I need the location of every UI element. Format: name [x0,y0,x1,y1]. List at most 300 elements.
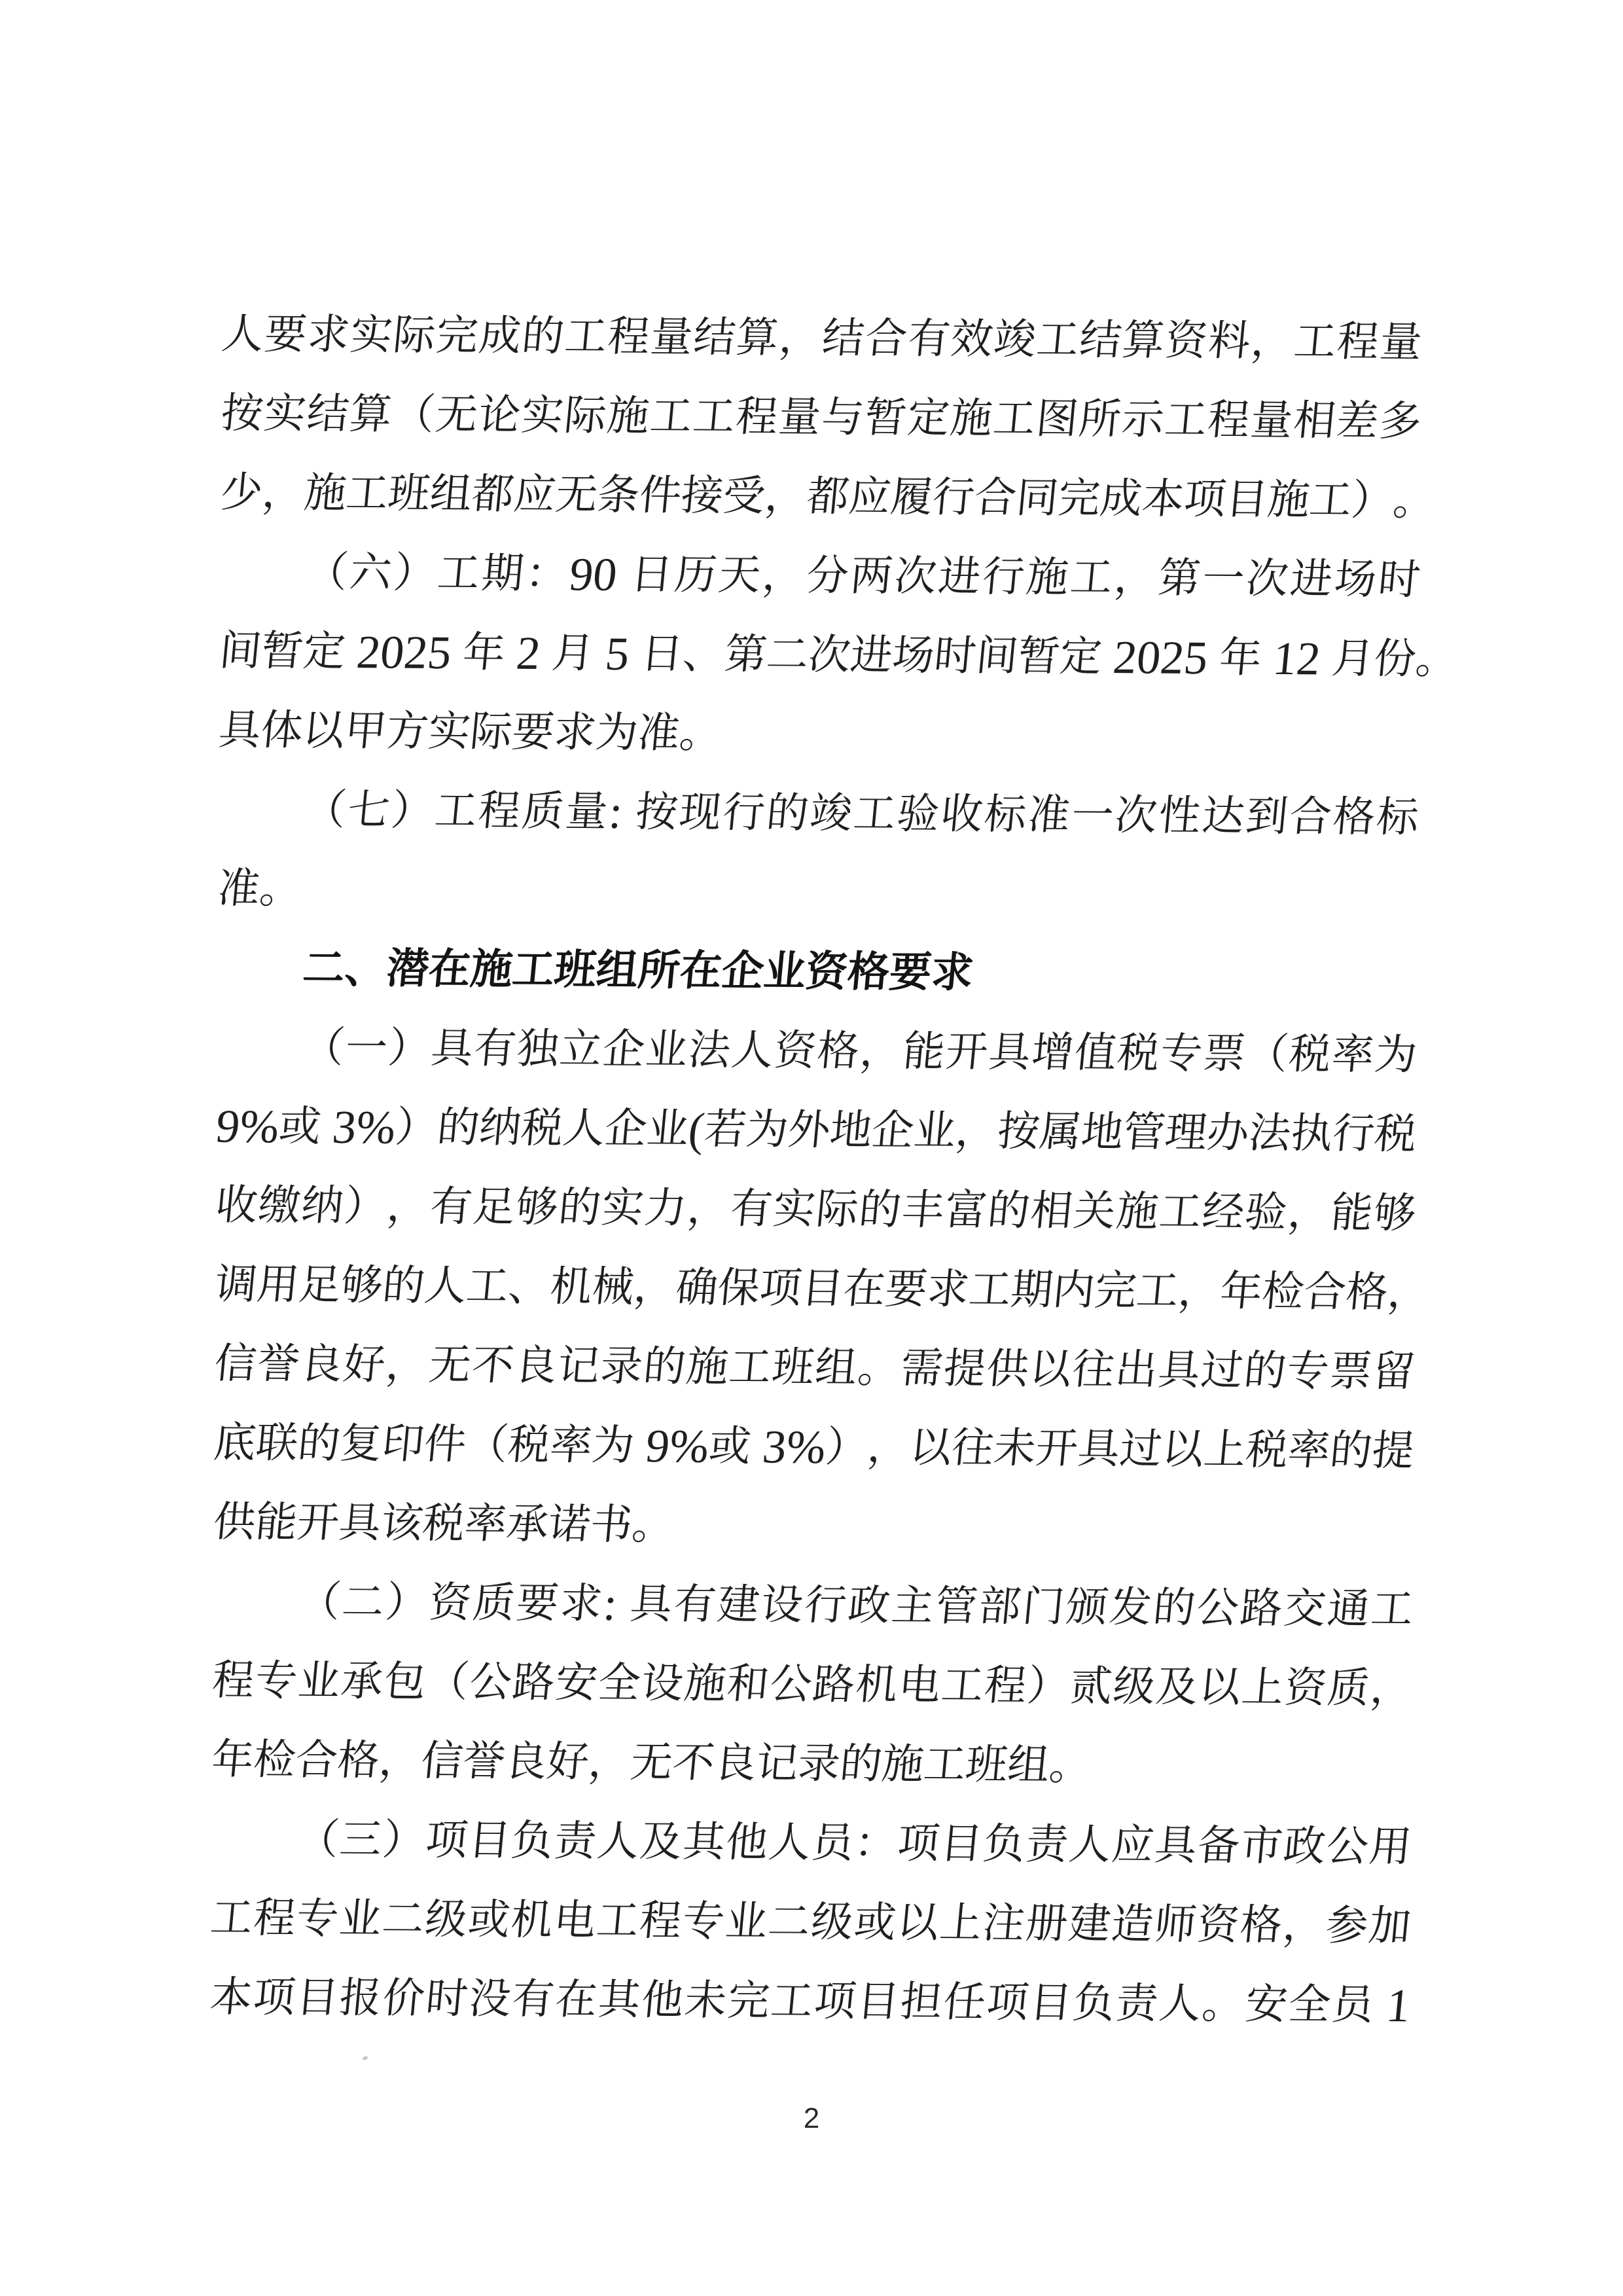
cjk-char: 资 [427,1579,474,1626]
cjk-char: 以 [907,1424,954,1471]
cjk-char: 具 [628,1580,675,1627]
cjk-char: 机 [508,1896,556,1943]
cjk-char: ， [760,551,807,599]
text-line [211,1324,1418,1412]
cjk-char: 两 [848,552,895,600]
cjk-char: 与 [819,393,866,440]
cjk-char: 业 [337,1895,384,1942]
text-line [213,928,1421,1016]
cjk-char: 按 [633,788,680,835]
cjk-char: 立 [558,1025,604,1073]
cjk-char: ， [385,1182,432,1230]
cjk-char: 无 [628,1738,675,1785]
cjk-char: 分 [804,552,851,599]
cjk-char: 工 [464,1262,511,1310]
cjk-char: 格 [1330,793,1378,840]
cjk-char: 工 [851,789,898,837]
cjk-char: 准 [215,865,262,912]
cjk-char: 验 [1243,1189,1290,1236]
cjk-char: 工 [433,787,479,834]
cjk-char: ） [342,1182,389,1229]
cjk-char: 以 [1027,1345,1074,1393]
cjk-char: 需 [899,1344,946,1391]
cjk-char: 组 [427,470,474,517]
cjk-char: 税 [1372,1110,1419,1157]
cjk-char: 公 [768,1660,815,1708]
cjk-char: 工 [510,946,557,993]
cjk-char: 公 [1194,1584,1241,1632]
cjk-char: 的 [520,312,567,359]
cjk-char: 准 [1026,791,1073,838]
cjk-char: ， [865,1424,912,1471]
cjk-char: 在 [841,1265,888,1312]
cjk-char: 行 [980,553,1027,600]
cjk-char: 安 [553,1659,600,1706]
cjk-char: 程 [982,1662,1029,1709]
cjk-char: 人 [422,1262,469,1309]
cjk-char: ） [389,786,436,834]
cjk-char: 足 [296,1261,344,1308]
cjk-char: 用 [1367,1823,1414,1870]
cjk-char: 际 [562,391,609,439]
cjk-char: 所 [1077,395,1124,442]
cjk-char: 行 [802,1581,849,1628]
cjk-char: 能 [253,1498,300,1545]
cjk-char: 份 [1372,635,1418,682]
cjk-char: ） [391,548,438,596]
text-line [209,1562,1417,1649]
cjk-char: 好 [341,1340,387,1388]
cjk-char: 日 [639,630,685,677]
cjk-char: 税 [1287,1030,1334,1077]
cjk-char: 的 [857,1185,904,1233]
cjk-char: 现 [677,789,724,836]
cjk-char: 时 [932,632,978,679]
cjk-char: 受 [721,472,768,519]
latin-text: 5 [591,627,644,680]
cjk-char: 论 [476,391,523,439]
cjk-char: 理 [1163,1109,1209,1156]
document-body [207,295,1460,2045]
cjk-char: 二 [340,1578,387,1625]
cjk-char: 条 [595,471,642,518]
cjk-char: 责 [1114,1979,1160,2027]
cjk-char: 程 [1205,396,1252,444]
cjk-char: 潜 [384,944,431,992]
cjk-char: （ [296,1578,343,1625]
cjk-char: 班 [963,1741,1010,1788]
cjk-char: 求 [558,1579,605,1627]
cjk-char: 人 [1067,1821,1114,1868]
cjk-char: 到 [1243,793,1291,840]
cjk-char: 部 [976,1583,1024,1630]
cjk-char: 定 [301,628,348,675]
cjk-char: 有 [671,1581,719,1628]
cjk-char: 以 [1160,1426,1206,1473]
cjk-char: 往 [950,1424,996,1471]
cjk-char: 时 [423,1975,471,2022]
cjk-char: 税 [506,1421,552,1468]
cjk-char: （ [300,1024,347,1071]
cjk-char: 六 [348,548,394,596]
cjk-char: 标 [1374,793,1421,840]
cjk-char: 合 [863,315,910,362]
cjk-char: 机 [853,1660,901,1708]
cjk-char: 具 [217,706,264,753]
cjk-char: 程 [476,787,523,834]
cjk-char: 公 [467,1658,514,1706]
cjk-char: 人 [729,1026,776,1074]
cjk-char: 料 [1206,317,1253,365]
cjk-char: 工 [562,312,609,360]
cjk-char: 工 [1157,1188,1204,1235]
cjk-char: 合 [1302,1268,1349,1316]
cjk-char: 能 [1329,1189,1376,1236]
cjk-char: ， [1385,1268,1433,1316]
cjk-char: 率 [1330,1031,1376,1078]
cjk-char: 录 [796,1740,843,1787]
cjk-char: 天 [716,551,763,598]
cjk-char: 场 [890,632,936,679]
cjk-char: 项 [812,1977,859,2024]
cjk-char: 要 [887,948,934,996]
cjk-char: 求 [552,708,599,756]
cjk-char: ， [586,1738,633,1785]
cjk-char: 负 [1071,1979,1117,2026]
cjk-char: 质 [471,1579,518,1626]
cjk-char: 年 [461,628,507,676]
cjk-char: 税 [1243,1426,1291,1473]
cjk-char: 资 [772,1027,819,1074]
cjk-char: 达 [1200,792,1247,840]
cjk-char: 提 [941,1344,988,1392]
cjk-char: 以 [1196,1663,1243,1711]
cjk-char: 誉 [255,1340,302,1387]
cjk-char: ， [377,1736,424,1784]
cjk-char: 应 [846,473,893,520]
cjk-char: 具 [336,1499,383,1546]
latin-text: 1 [1372,1979,1413,2032]
cjk-char: 标 [982,791,1029,838]
cjk-char: 设 [639,1659,686,1707]
cjk-char: 的 [764,789,811,836]
cjk-char: 施 [948,394,995,442]
cjk-char: 格 [815,1027,862,1074]
cjk-char: （ [302,786,349,833]
cjk-char: 际 [813,1185,861,1232]
text-line [211,1245,1433,1333]
cjk-char: 械 [590,1263,637,1310]
cjk-char: 具 [1075,1425,1122,1472]
cjk-char: 项 [251,1973,298,2020]
cjk-char: 要 [262,310,309,358]
cjk-char: 班 [385,469,433,517]
cjk-char: 业 [761,947,808,995]
cjk-char: 月 [550,629,596,677]
cjk-char: 履 [888,473,935,520]
cjk-char: ， [260,469,307,516]
cjk-char: 。 [1200,1980,1247,2028]
cjk-char: 量 [776,393,823,440]
cjk-char: ， [1368,1664,1415,1712]
cjk-char: 值 [1072,1029,1119,1076]
cjk-char: 担 [898,1978,945,2025]
cjk-char: 以 [895,1899,942,1946]
cjk-char: 按 [219,389,266,437]
cjk-char: 工 [1368,1585,1416,1632]
cjk-char: 目 [938,1820,985,1867]
cjk-char: 目 [855,1977,902,2025]
cjk-char: 班 [552,946,599,994]
cjk-char: 专 [253,1657,300,1704]
text-line [213,1007,1421,1095]
cjk-char: 内 [1050,1266,1097,1314]
cjk-char: 级 [1111,1662,1158,1710]
cjk-char: 本 [207,1973,255,2020]
cjk-char: 法 [1247,1109,1293,1157]
cjk-char: 进 [1288,555,1335,602]
cjk-char: 无 [427,1341,474,1388]
cjk-char: 时 [1376,556,1423,603]
cjk-char: 承 [338,1657,385,1704]
cjk-char: 政 [1281,1822,1328,1869]
text-line [216,611,1460,699]
text-line [212,1166,1419,1253]
cjk-char: 业 [723,1897,770,1945]
cjk-char: 应 [1109,1821,1156,1869]
cjk-char: 册 [1024,1899,1070,1947]
cjk-char: 项 [423,1816,470,1863]
cjk-char: 信 [419,1737,466,1784]
cjk-char: 人 [561,1104,607,1152]
cjk-char: 安 [1243,1981,1290,2028]
cjk-char: 路 [810,1660,857,1708]
cjk-char: 电 [896,1661,943,1708]
cjk-char: 以 [300,707,348,754]
latin-text: 9% [213,1100,282,1153]
cjk-char: 工 [967,1266,1014,1313]
cjk-char: 工 [921,1740,969,1788]
cjk-char: 用 [255,1261,302,1308]
cjk-char: ， [1249,317,1296,365]
cjk-char: 格 [1344,1268,1391,1316]
cjk-char: 实 [519,391,566,439]
cjk-char: 有 [728,1185,775,1232]
cjk-char: 记 [754,1739,801,1787]
cjk-char: 开 [944,1028,990,1075]
cjk-char: 造 [1109,1900,1156,1948]
cjk-char: 的 [838,1740,885,1787]
cjk-char: 开 [294,1499,342,1546]
cjk-char: 程 [637,1897,684,1945]
cjk-char: 收 [938,790,986,838]
cjk-char: 通 [1325,1585,1372,1632]
cjk-char: 无 [553,471,600,518]
cjk-char: 程 [734,393,780,440]
cjk-char: 工 [768,1977,815,2024]
cjk-char: 本 [1139,475,1186,522]
cjk-char: 建 [1066,1900,1113,1947]
cjk-char: （ [464,1420,510,1468]
cjk-char: ） [823,1423,870,1471]
cjk-char: 良 [512,1342,560,1389]
latin-text: 12 [1258,632,1335,685]
cjk-char: 若 [702,1105,749,1153]
cjk-char: 或 [851,1898,899,1946]
cjk-char: 建 [715,1581,762,1628]
cjk-char: 年 [1217,634,1264,681]
cjk-char: 率 [1285,1426,1332,1473]
text-line [209,1641,1416,1729]
cjk-char: 验 [895,790,942,837]
cjk-char: 一 [1069,791,1116,838]
text-line [215,691,1423,778]
cjk-char: 间 [217,627,264,674]
scan-artifact [362,2056,368,2060]
cjk-char: 属 [1037,1107,1084,1155]
cjk-char: 结 [304,390,351,437]
cjk-char: 工 [1068,554,1115,601]
cjk-char: 责 [552,1817,599,1865]
cjk-char: 设 [758,1581,806,1628]
text-line [214,849,1421,937]
cjk-char: 供 [984,1345,1031,1392]
cjk-char: 提 [1370,1427,1417,1474]
page-number: 2 [803,2102,820,2134]
cjk-char: 应 [511,471,558,518]
cjk-char: 力 [642,1184,689,1232]
cjk-char: 率 [548,1421,595,1469]
cjk-char: 质 [520,787,567,834]
cjk-char: 的 [1241,1347,1289,1394]
cjk-char: 资 [1195,1901,1241,1948]
cjk-char: 价 [380,1974,427,2022]
cjk-char: 地 [1079,1108,1126,1155]
cjk-char: 工 [208,1894,255,1941]
cjk-char: 人 [1157,1980,1204,2027]
cjk-char: 加 [1366,1902,1414,1949]
cjk-char: 交 [1281,1585,1329,1632]
cjk-char: 任 [941,1978,988,2026]
cjk-char: 复 [338,1420,385,1467]
cjk-char: ） [383,1578,430,1626]
cjk-char: 负 [981,1820,1027,1867]
cjk-char: 质 [1325,1664,1372,1712]
cjk-char: 其 [681,1818,728,1865]
cjk-char: 示 [1120,395,1166,443]
cjk-char: 人 [219,310,266,357]
cjk-char: 完 [1056,475,1103,522]
cjk-char: 企 [603,1105,649,1152]
cjk-char: 印 [380,1420,427,1467]
cjk-char: 工 [991,395,1038,442]
cjk-char: ） [1025,1662,1072,1710]
cjk-char: 为 [1372,1031,1419,1078]
cjk-char: 施 [302,469,349,516]
text-line [206,1958,1414,2045]
cjk-char: 过 [1199,1346,1245,1394]
cjk-char: （ [304,548,350,596]
cjk-char: ， [858,1027,904,1075]
cjk-char: 够 [514,1183,560,1230]
cjk-char: 法 [686,1026,733,1073]
cjk-char: 结 [1077,316,1124,363]
cjk-char: 程 [210,1657,257,1704]
cjk-char: ， [954,1107,1000,1155]
cjk-char: 上 [937,1899,984,1946]
text-line [207,1878,1414,1966]
cjk-char: 组 [813,1344,859,1391]
cjk-char: 缴 [256,1181,303,1229]
cjk-char: 接 [679,472,726,519]
cjk-char: 地 [828,1106,874,1154]
cjk-char: 员 [810,1819,856,1866]
cjk-char: 上 [1202,1426,1249,1473]
cjk-char: 日 [628,550,675,598]
text-line [217,453,1438,541]
cjk-char: 。 [855,1344,902,1391]
cjk-char: 施 [1265,476,1312,523]
cjk-char: 具 [1152,1821,1200,1869]
cjk-char: 次 [806,631,853,678]
cjk-char: 专 [1285,1347,1331,1394]
cjk-char: 调 [213,1261,260,1308]
cjk-char: 专 [1158,1030,1205,1077]
cjk-char: 不 [670,1739,717,1786]
cjk-char: 他 [723,1818,770,1865]
cjk-char: 增 [1029,1028,1076,1076]
cjk-char: 施 [468,945,515,993]
cjk-char: 外 [786,1106,832,1153]
cjk-char: 求 [305,311,352,358]
cjk-char: 一 [343,1024,390,1071]
cjk-char: 要 [510,708,557,755]
cjk-char: 项 [757,1264,804,1312]
cjk-char: 甲 [342,707,389,754]
cjk-char: ， [685,1185,732,1232]
cjk-char: 市 [1238,1822,1285,1869]
latin-text: 3% [748,1420,829,1473]
cjk-char: 程 [251,1894,298,1941]
cjk-char: 程 [1334,318,1382,365]
cjk-char: ， [777,314,824,361]
cjk-char: 方 [384,707,431,755]
cjk-char: 。 [1047,1742,1094,1789]
cjk-char: 资 [803,948,850,995]
latin-text: : [601,1577,632,1630]
cjk-char: 负 [509,1817,556,1864]
cjk-char: 员 [1329,1981,1376,2028]
cjk-char: 、 [342,944,389,992]
cjk-char: ： [852,1819,899,1867]
cjk-char: 合 [1287,793,1334,840]
cjk-char: 过 [1118,1425,1164,1473]
cjk-char: 颁 [1063,1583,1111,1630]
cjk-char: 确 [673,1264,721,1311]
cjk-char: 竣 [808,789,855,836]
cjk-char: 留 [1370,1348,1418,1395]
cjk-char: 贰 [1068,1662,1115,1710]
cjk-char: 求 [925,1265,972,1313]
cjk-char: 要 [883,1265,930,1312]
cjk-char: 师 [1152,1901,1199,1948]
cjk-char: 有 [428,1183,474,1230]
latin-text: 9% [632,1419,711,1473]
text-line [210,1482,1418,1570]
cjk-char: 工 [1134,1266,1181,1314]
cjk-char: 够 [1372,1189,1418,1236]
cjk-char: 责 [1024,1820,1071,1868]
